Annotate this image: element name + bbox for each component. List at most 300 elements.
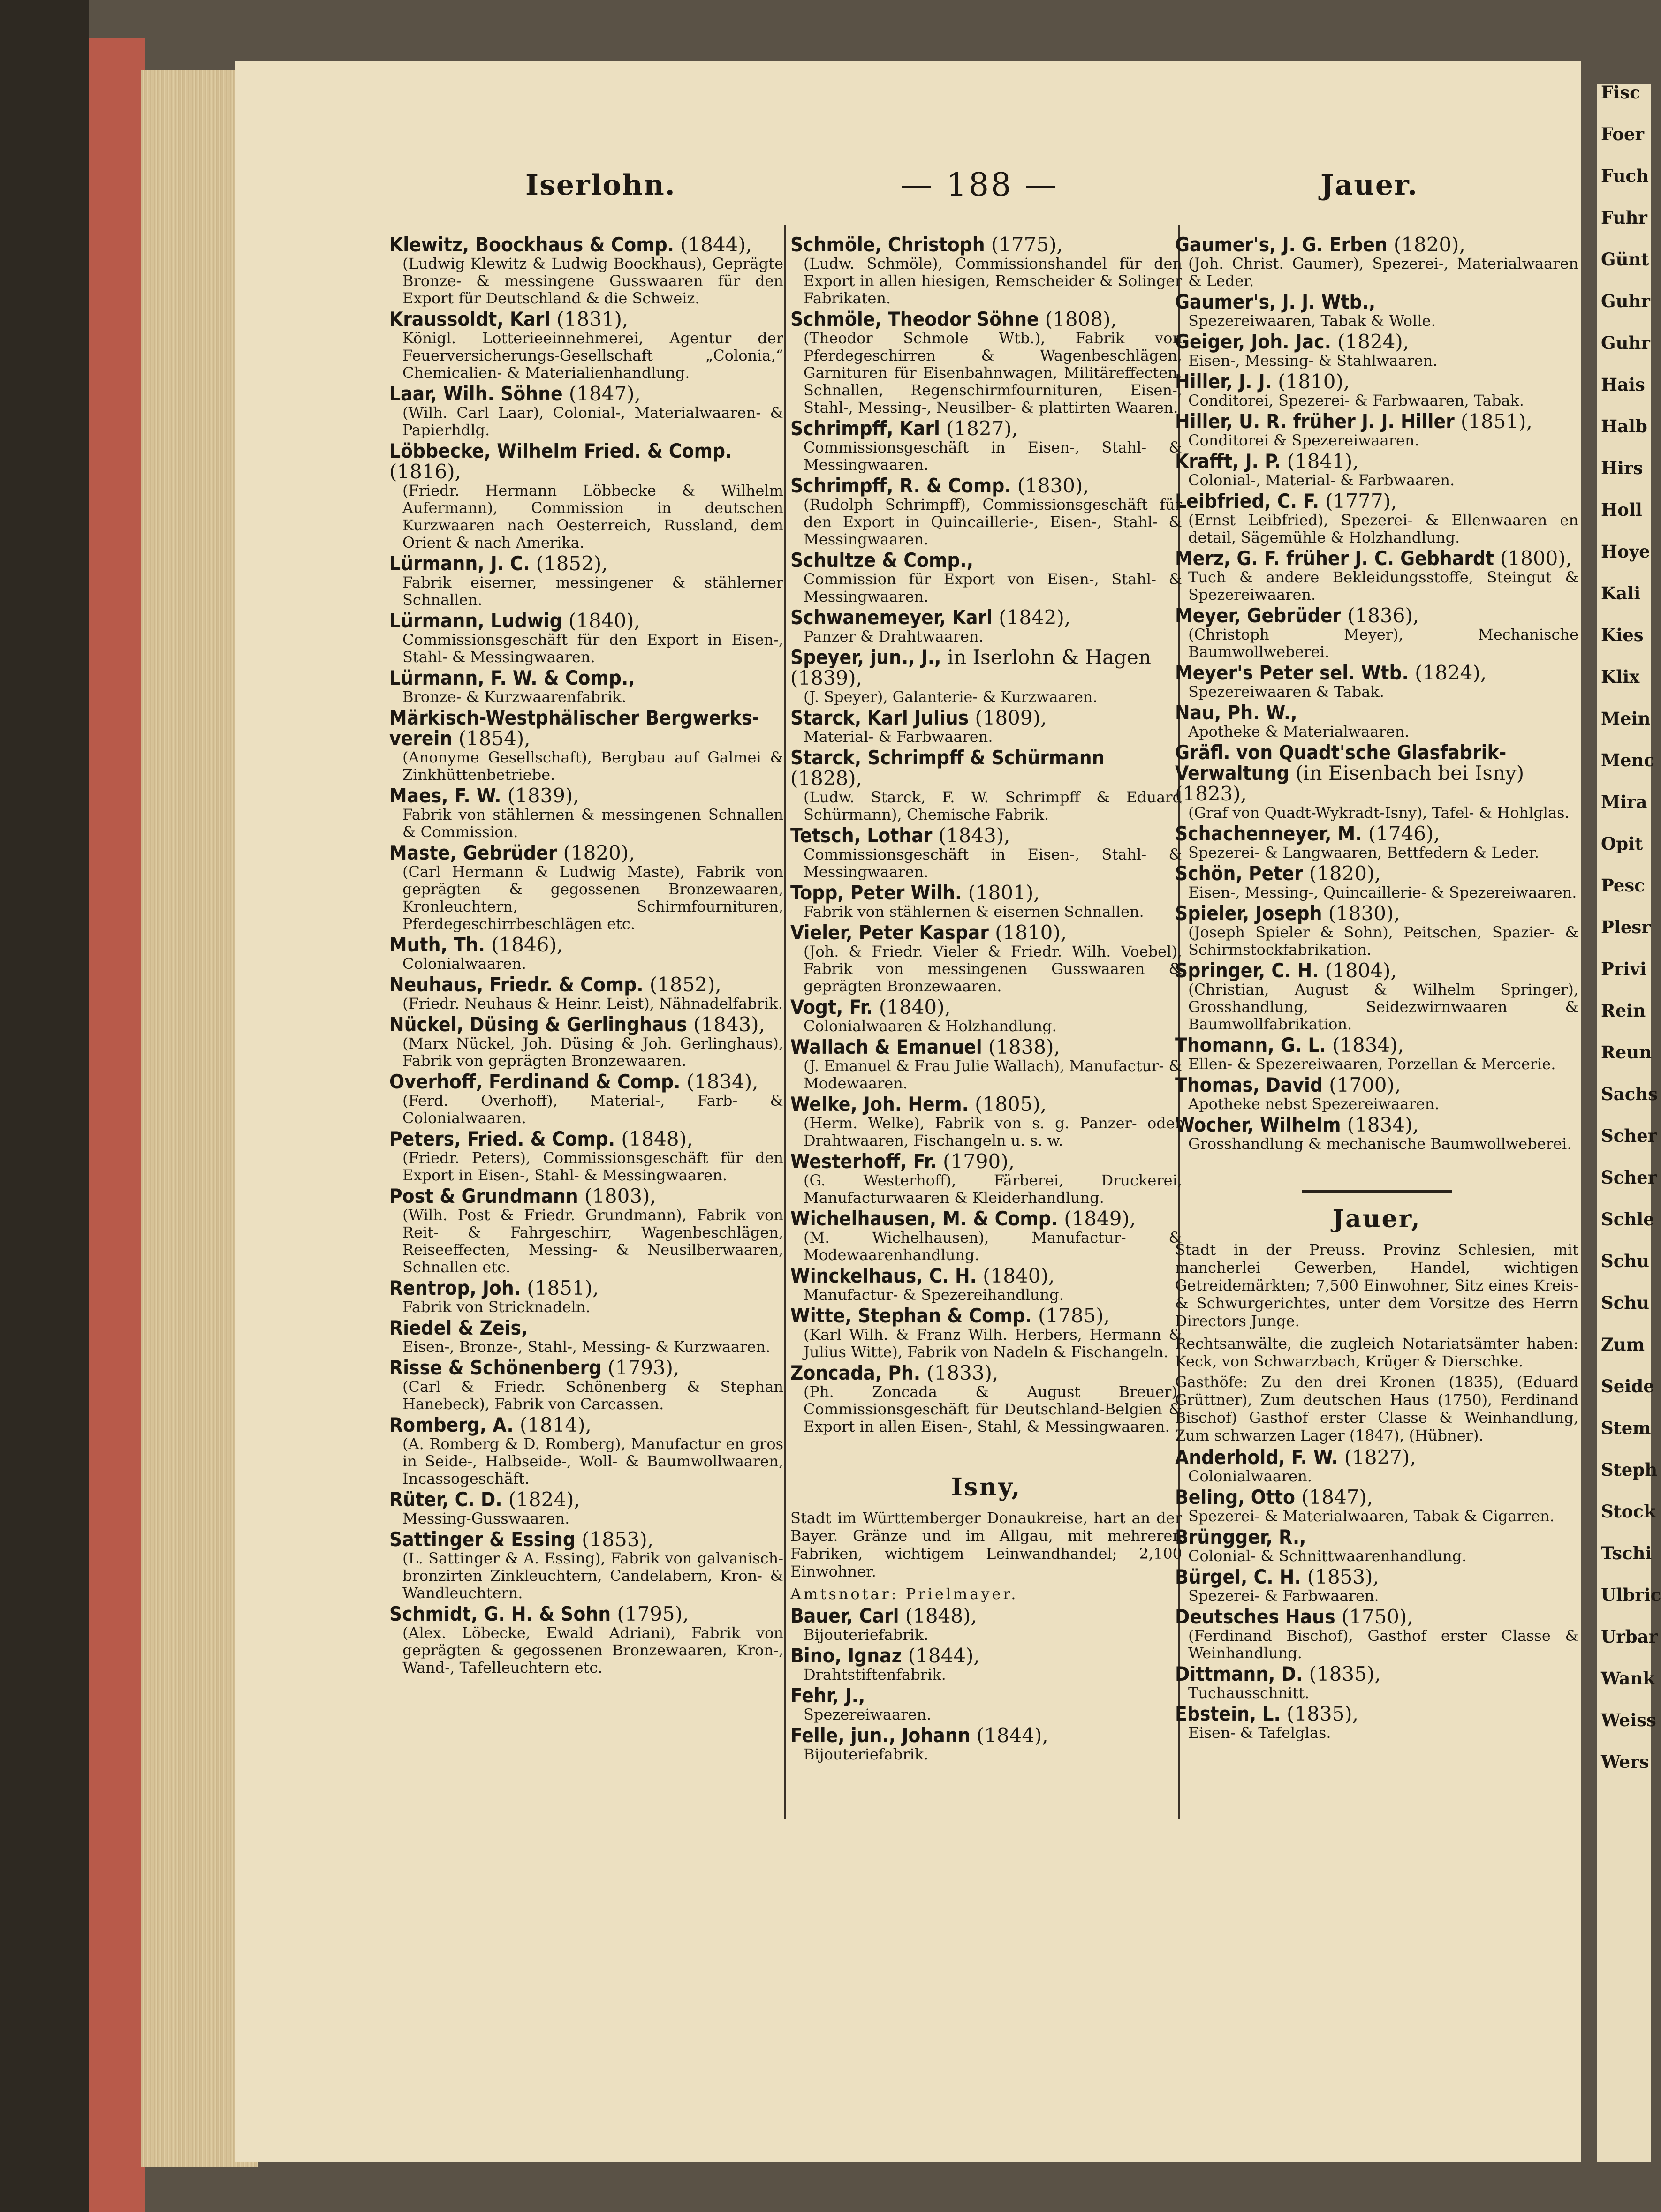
entry-detail: Conditorei, Spezerei- & Farbwaaren, Tabak. (1188, 392, 1524, 409)
entry-name-line (389, 1014, 783, 1035)
entry-detail: Bijouteriefabrik. (804, 1626, 929, 1644)
entry-detail: Spezereiwaaren. (804, 1706, 932, 1723)
entry-name: Laar, Wilh. Söhne (389, 382, 563, 405)
entry-name: Geiger, Joh. Jac. (1175, 330, 1331, 353)
entry-year: (1835), (1287, 1702, 1359, 1725)
directory-entry (1175, 823, 1578, 861)
running-header (0, 166, 1651, 204)
next-page-fragment: Günt (1601, 249, 1649, 270)
entry-detail: (Joseph Spieler & Sohn), Peitschen, Spazier- & Schirmstockfabrikation. (1188, 923, 1578, 959)
entry-name-line (790, 1037, 1182, 1057)
entry-year: (1828), (790, 767, 863, 790)
entry-name-line (790, 1725, 1182, 1746)
entry-name-line (389, 1072, 783, 1092)
entry-name-line (1175, 1704, 1578, 1724)
entry-name: Brüngger, R., (1175, 1525, 1306, 1548)
next-page-fragment: Hais (1601, 374, 1645, 395)
directory-entry (790, 418, 1182, 474)
entry-detail: (Anonyme Gesellschaft), Bergbau auf Galmei & Zinkhüttenbetriebe. (402, 748, 783, 784)
entry-detail: Fabrik von stählernen & eisernen Schnallen. (804, 903, 1144, 921)
entry-name: Starck, Schrimpff & Schürmann (790, 746, 1105, 769)
directory-entry (790, 550, 1182, 605)
entry-year: (1824), (1415, 661, 1487, 684)
entry-year: in Iserlohn & Hagen (1839), (790, 646, 1151, 689)
entry-name-line (790, 708, 1182, 728)
section-divider (1302, 1190, 1452, 1193)
entry-name: Maes, F. W. (389, 784, 501, 807)
entry-name-line (1175, 451, 1578, 472)
entry-name: Gaumer's, J. J. Wtb., (1175, 290, 1376, 313)
entry-name-line (389, 668, 783, 688)
entry-name-line (790, 1306, 1182, 1326)
entry-name-line (1175, 1075, 1578, 1095)
entry-detail: (A. Romberg & D. Romberg), Manufactur en gros in Seide-, Halbseide-, Woll- & Baumwollwaaren, Incassogeschäft. (402, 1435, 783, 1487)
entry-detail: Bijouteriefabrik. (804, 1745, 929, 1763)
entry-detail: Panzer & Drahtwaaren. (804, 627, 984, 645)
directory-entry (790, 234, 1182, 307)
entry-detail: Ellen- & Spezereiwaaren, Porzellan & Mercerie. (1188, 1055, 1556, 1073)
entry-name: Merz, G. F. früher J. C. Gebhardt (1175, 547, 1494, 570)
entry-detail: Commissionsgeschäft für den Export in Eisen-, Stahl- & Messingwaaren. (402, 631, 783, 666)
next-page-fragment: Hoye (1601, 541, 1650, 562)
entry-year: (1840), (879, 996, 951, 1019)
entry-detail: (Rudolph Schrimpff), Commissionsgeschäft für den Export in Quincaillerie-, Eisen-, Stahl- & Messingwaaren. (804, 496, 1182, 548)
entry-name: Rüter, C. D. (389, 1488, 502, 1511)
directory-entry (790, 1094, 1182, 1149)
entry-detail: Eisen-, Messing-, Quincaillerie- & Spezereiwaaren. (1188, 883, 1577, 901)
entry-detail: Fabrik von stählernen & messingenen Schnallen & Commission. (402, 806, 783, 841)
entry-name: Winckelhaus, C. H. (790, 1264, 977, 1287)
entry-name: Schmöle, Theodor Söhne (790, 308, 1039, 331)
entry-year: (1836), (1347, 604, 1419, 627)
entry-name-line (1175, 1447, 1578, 1468)
entry-name: Schmöle, Christoph (790, 233, 985, 256)
entry-detail: (Joh. Christ. Gaumer), Spezerei-, Materialwaaren & Leder. (1188, 255, 1578, 290)
next-page-fragment: Holl (1601, 499, 1642, 520)
directory-entry (1175, 960, 1578, 1033)
entry-detail: Eisen-, Bronze-, Stahl-, Messing- & Kurzwaaren. (402, 1338, 771, 1356)
entry-name-line (1175, 411, 1578, 432)
entry-name-line (790, 234, 1182, 255)
entry-name-line (389, 1529, 783, 1550)
directory-entry (389, 1014, 783, 1070)
entry-name: Wallach & Emanuel (790, 1035, 982, 1058)
entry-name: Nückel, Düsing & Gerlinghaus (389, 1013, 687, 1036)
entry-year: (1852), (649, 973, 721, 996)
directory-entry (1175, 605, 1578, 661)
next-page-fragment: Fisc (1601, 82, 1640, 103)
section-title: Jauer, (1332, 1205, 1421, 1233)
directory-entry (389, 1318, 783, 1356)
directory-entry (790, 1646, 1182, 1684)
entry-detail: Apotheke nebst Spezereiwaaren. (1188, 1095, 1440, 1113)
directory-entry (1175, 1487, 1578, 1525)
entry-detail: (Karl Wilh. & Franz Wilh. Herbers, Hermann & Julius Witte), Fabrik von Nadeln & Fischangeln. (804, 1326, 1182, 1361)
entry-name-line (389, 708, 783, 749)
entry-name: Riedel & Zeis, (389, 1316, 528, 1339)
entry-name: Krafft, J. P. (1175, 450, 1281, 473)
next-page-fragment: Guhr (1601, 291, 1650, 311)
entry-year: (1700), (1329, 1073, 1401, 1096)
entry-detail: Colonial-, Material- & Farbwaaren. (1188, 471, 1455, 489)
entry-year: (1840), (568, 609, 640, 632)
entry-year: (1854), (458, 727, 531, 750)
entry-name: Gräfl. von Quadt'sche Glasfabrik-Verwaltung (1175, 741, 1507, 785)
directory-entry (389, 441, 783, 551)
entry-name: Schmidt, G. H. & Sohn (389, 1602, 611, 1625)
next-page-fragment: Stem (1601, 1418, 1651, 1438)
directory-entry (389, 668, 783, 706)
directory-entry (790, 1266, 1182, 1304)
entry-name-line (1175, 371, 1578, 392)
entry-detail: Fabrik von Stricknadeln. (402, 1298, 591, 1316)
directory-entry (1175, 702, 1578, 740)
entry-year: (1805), (975, 1093, 1047, 1116)
directory-entry (790, 883, 1182, 921)
section-note: Amtsnotar: Prielmayer. (790, 1585, 1018, 1603)
entry-year: (1746), (1368, 822, 1440, 845)
column-1 (389, 234, 783, 2063)
entry-name: Maste, Gebrüder (389, 841, 557, 864)
entry-year: (1750), (1341, 1605, 1413, 1628)
entry-year: (1839), (507, 784, 579, 807)
entry-detail: (M. Wichelhausen), Manufactur- & Modewaarenhandlung. (804, 1229, 1182, 1264)
entry-name: Springer, C. H. (1175, 959, 1319, 982)
entry-year: (1785), (1038, 1304, 1110, 1327)
directory-entry (790, 1037, 1182, 1092)
entry-detail: (Christian, August & Wilhelm Springer), Grosshandlung, Seidezwirnwaaren & Baumwollfabrikation. (1188, 981, 1578, 1033)
entry-detail: (Ludw. Starck, F. W. Schrimpff & Eduard Schürmann), Chemische Fabrik. (804, 788, 1182, 823)
entry-name: Overhoff, Ferdinand & Comp. (389, 1070, 681, 1093)
entry-name-line (1175, 1567, 1578, 1587)
next-page-fragment: Klix (1601, 666, 1640, 687)
entry-year: (1810), (1278, 370, 1350, 393)
directory-entry (389, 384, 783, 439)
entry-detail: Spezerei- & Materialwaaren, Tabak & Cigarren. (1188, 1507, 1555, 1525)
entry-name-line (1175, 903, 1578, 924)
directory-entry (1175, 491, 1578, 546)
entry-name-line (1175, 234, 1578, 255)
next-page-fragment: Urbar (1601, 1626, 1658, 1647)
entry-name-line (790, 476, 1182, 496)
section-note: Gasthöfe: Zu den drei Kronen (1835), (Eduard Grüttner), Zum deutschen Haus (1750), Ferdinand Bischof) Gasthof erster Classe & Weinhandlung, Zum schwarzen Lager (1847), (Hübner). (1175, 1373, 1578, 1444)
entry-name: Peters, Fried. & Comp. (389, 1127, 615, 1150)
directory-entry (389, 974, 783, 1012)
entry-name-line (389, 441, 783, 482)
entry-name: Kraussoldt, Karl (389, 308, 551, 331)
entry-detail: Colonialwaaren. (402, 955, 526, 973)
directory-entry (389, 1278, 783, 1316)
directory-entry (1175, 548, 1578, 604)
entry-name-line (1175, 491, 1578, 512)
entry-name: Anderhold, F. W. (1175, 1446, 1338, 1469)
entry-year: (1844), (976, 1724, 1048, 1747)
entry-name: Bauer, Carl (790, 1604, 899, 1627)
entry-detail: (Wilh. Post & Friedr. Grundmann), Fabrik von Reit- & Fahrgeschirr, Wagenbeschlägen, Reiseeffecten, Messing- & Neusilberwaaren, Schnallen etc. (402, 1206, 783, 1276)
entry-name: Schultze & Comp., (790, 549, 974, 572)
entry-name-line (389, 935, 783, 955)
entry-detail: Colonialwaaren & Holzhandlung. (804, 1017, 1057, 1035)
next-page-fragment: Kali (1601, 583, 1641, 604)
entry-year: (1846), (491, 933, 563, 956)
directory-entry (790, 1363, 1182, 1435)
next-page-fragment: Tschi (1601, 1543, 1652, 1563)
entry-year: (1801), (968, 881, 1040, 904)
next-page-fragment: Wank (1601, 1668, 1655, 1689)
entry-detail: (Ludw. Schmöle), Commissionshandel für den Export in allen hiesigen, Remscheider & Solinger Fabrikaten. (804, 255, 1182, 307)
entry-name-line (790, 922, 1182, 943)
entry-year: (1814), (519, 1413, 592, 1436)
directory-entry (389, 1358, 783, 1413)
entry-year: (1834), (686, 1070, 758, 1093)
next-page-fragment: Kies (1601, 625, 1644, 645)
directory-entry (1175, 371, 1578, 409)
entry-year: (1843), (693, 1013, 766, 1036)
directory-entry (1175, 1567, 1578, 1605)
entry-year: (1800), (1500, 547, 1572, 570)
entry-detail: (Ludwig Klewitz & Ludwig Boockhaus), Geprägte Bronze- & messingene Gusswaaren für den Export für Deutschland & die Schweiz. (402, 255, 783, 307)
entry-detail: Tuchausschnitt. (1188, 1684, 1310, 1702)
entry-name-line (790, 747, 1182, 789)
entry-detail: (Wilh. Carl Laar), Colonial-, Materialwaaren- & Papierhdlg. (402, 404, 783, 439)
entry-name-line (389, 611, 783, 631)
entry-detail: Conditorei & Spezereiwaaren. (1188, 431, 1419, 449)
entry-detail: Spezerei- & Farbwaaren. (1188, 1587, 1379, 1605)
next-page-fragment: Schu (1601, 1292, 1650, 1313)
next-page-fragment: Guhr (1601, 332, 1650, 353)
entry-detail: (Ferdinand Bischof), Gasthof erster Classe & Weinhandlung. (1188, 1627, 1578, 1662)
next-page-fragment: Scher (1601, 1125, 1657, 1146)
entry-year: (1838), (988, 1035, 1060, 1058)
entry-name: Schrimpff, R. & Comp. (790, 474, 1011, 497)
entry-name: Bürgel, C. H. (1175, 1565, 1301, 1588)
entry-name: Deutsches Haus (1175, 1605, 1335, 1628)
entry-name-line (790, 1685, 1182, 1706)
entry-year: (1803), (584, 1185, 656, 1208)
entry-name-line (1175, 605, 1578, 626)
entry-name-line (790, 1266, 1182, 1286)
entry-detail: Colonialwaaren. (1188, 1467, 1312, 1485)
directory-entry (790, 1306, 1182, 1361)
entry-name-line (389, 309, 783, 330)
directory-entry (1175, 903, 1578, 959)
entry-name-line (790, 1606, 1182, 1626)
column-3 (1175, 234, 1578, 2063)
entry-name-line (389, 1129, 783, 1149)
entry-year: (1835), (1309, 1662, 1381, 1685)
entry-name: Schrimpff, Karl (790, 417, 940, 440)
page-number: — 188 — (901, 166, 1059, 204)
entry-detail: Grosshandlung & mechanische Baumwollweberei. (1188, 1135, 1572, 1153)
next-page-fragment: Zum (1601, 1334, 1645, 1355)
directory-entry (389, 1415, 783, 1487)
entry-year: (1816), (389, 460, 462, 483)
entry-detail: Eisen-, Messing- & Stahlwaaren. (1188, 352, 1438, 370)
entry-detail: (Alex. Löbecke, Ewald Adriani), Fabrik von geprägten & gegossenen Bronzewaaren, Kron-, Wand-, Tafelleuchtern etc. (402, 1624, 783, 1676)
section-note: Rechtsanwälte, die zugleich Notariatsämter haben: Keck, von Schwarzbach, Krüger & Dierschke. (1175, 1335, 1578, 1370)
entry-year: (1777), (1325, 490, 1397, 513)
directory-entry (790, 476, 1182, 548)
entry-detail: Colonial- & Schnittwaarenhandlung. (1188, 1547, 1467, 1565)
entry-name-line (389, 1358, 783, 1378)
entry-name-line (389, 843, 783, 863)
entry-year: (1808), (1045, 308, 1117, 331)
entry-name-line (790, 1208, 1182, 1229)
entry-name: Risse & Schönenberg (389, 1356, 602, 1379)
entry-year: (1841), (1287, 450, 1359, 473)
entry-year: (1853), (1307, 1565, 1379, 1588)
next-page-fragment: Opit (1601, 833, 1643, 854)
entry-name: Beling, Otto (1175, 1486, 1295, 1509)
entry-name: Dittmann, D. (1175, 1662, 1303, 1685)
entry-year: (1834), (1347, 1113, 1419, 1136)
entry-name-line (389, 1604, 783, 1624)
entry-year: (1820), (1393, 233, 1465, 256)
entry-name-line (790, 607, 1182, 628)
entry-year: (1849), (1064, 1207, 1136, 1230)
header-right: Jauer. (1320, 169, 1418, 202)
entry-detail: Material- & Farbwaaren. (804, 728, 993, 746)
entry-name: Hiller, J. J. (1175, 370, 1272, 393)
entry-name: Meyer, Gebrüder (1175, 604, 1342, 627)
next-page-fragment: Hirs (1601, 458, 1643, 478)
directory-entry (389, 234, 783, 307)
entry-detail: Königl. Lotterieeinnehmerei, Agentur der Feuerversicherungs-Gesellschaft „Colonia,“ Chemicalien- & Materialienhandlung. (402, 329, 783, 382)
entry-detail: Commissionsgeschäft in Eisen-, Stahl- & Messingwaaren. (804, 846, 1182, 881)
next-page-fragment: Mein (1601, 708, 1651, 729)
entry-year: (1847), (1301, 1486, 1373, 1509)
entry-name: Schön, Peter (1175, 862, 1303, 885)
next-page-fragment: Sachs (1601, 1084, 1658, 1104)
directory-entry (1175, 1447, 1578, 1485)
entry-name-line (389, 1489, 783, 1510)
entry-detail: Spezereiwaaren, Tabak & Wolle. (1188, 312, 1436, 330)
entry-year: (1848), (905, 1604, 977, 1627)
entry-name-line (1175, 1607, 1578, 1627)
entry-name: Zoncada, Ph. (790, 1361, 921, 1384)
entry-name-line (1175, 1115, 1578, 1135)
entry-year: (1853), (582, 1528, 654, 1551)
entry-name-line (1175, 742, 1578, 804)
entry-name-line (1175, 960, 1578, 981)
next-page-fragment: Weiss (1601, 1710, 1656, 1730)
directory-entry (790, 1725, 1182, 1763)
directory-entry (1175, 1115, 1578, 1153)
entry-name-line (1175, 1664, 1578, 1684)
directory-entry (389, 1489, 783, 1527)
entry-year: (1810), (995, 921, 1067, 944)
entry-name: Fehr, J., (790, 1684, 865, 1707)
directory-entry (389, 1072, 783, 1127)
header-left: Iserlohn. (525, 169, 676, 202)
directory-entry (1175, 663, 1578, 701)
entry-name-line (790, 309, 1182, 330)
directory-entry (790, 825, 1182, 881)
entry-name: Wocher, Wilhelm (1175, 1113, 1341, 1136)
entry-name: Märkisch-Westphälischer Bergwerks-verein (389, 706, 759, 750)
entry-name: Thomann, G. L. (1175, 1034, 1326, 1057)
entry-detail: (Carl Hermann & Ludwig Maste), Fabrik von geprägten & gegossenen Bronzewaaren, Kronleuchtern, Schirmfournituren, Pferdegeschirrbeschlägen etc. (402, 863, 783, 933)
entry-name: Wichelhausen, M. & Comp. (790, 1207, 1058, 1230)
entry-name-line (790, 997, 1182, 1018)
entry-name-line (790, 1363, 1182, 1383)
directory-entry (389, 611, 783, 666)
next-page-fragment: Pesc (1601, 875, 1645, 896)
entry-detail: Manufactur- & Spezereihandlung. (804, 1286, 1064, 1304)
directory-entry (790, 1208, 1182, 1264)
entry-name: Witte, Stephan & Comp. (790, 1304, 1032, 1327)
entry-name: Ebstein, L. (1175, 1702, 1281, 1725)
entry-name-line (1175, 1487, 1578, 1508)
entry-name-line (790, 647, 1182, 688)
entry-detail: Spezereiwaaren & Tabak. (1188, 683, 1384, 701)
directory-entry (790, 1685, 1182, 1723)
directory-entry (790, 747, 1182, 823)
entry-name: Thomas, David (1175, 1073, 1323, 1096)
entry-name: Meyer's Peter sel. Wtb. (1175, 661, 1409, 684)
entry-detail: (Christoph Meyer), Mechanische Baumwollweberei. (1188, 626, 1578, 661)
next-page-fragment: Schu (1601, 1251, 1650, 1271)
entry-name: Muth, Th. (389, 933, 485, 956)
entry-year: (1848), (621, 1127, 693, 1150)
directory-entry (1175, 1704, 1578, 1742)
entry-name-line (790, 1646, 1182, 1666)
entry-year: (1827), (1344, 1446, 1416, 1469)
binding-cloth (89, 38, 145, 2212)
entry-detail: (Herm. Welke), Fabrik von s. g. Panzer- oder Drahtwaaren, Fischangeln u. s. w. (804, 1114, 1182, 1149)
entry-year: (1824), (1337, 330, 1410, 353)
entry-name: Lürmann, F. W. & Comp., (389, 666, 635, 689)
entry-detail: (L. Sattinger & A. Essing), Fabrik von galvanisch-bronzirten Zinkleuchtern, Candelabern, Kron- & Wandleuchtern. (402, 1549, 783, 1602)
directory-entry (389, 553, 783, 609)
directory-entry (1175, 1607, 1578, 1662)
entry-detail: Commission für Export von Eisen-, Stahl- & Messingwaaren. (804, 570, 1182, 605)
entry-name-line (389, 974, 783, 995)
entry-detail: (Joh. & Friedr. Vieler & Friedr. Wilh. Voebel), Fabrik von messingenen Gusswaaren & geprägten Bronzewaaren. (804, 943, 1182, 995)
entry-name: Leibfried, C. F. (1175, 490, 1320, 513)
entry-name-line (1175, 548, 1578, 569)
entry-year: (1844), (680, 233, 752, 256)
entry-detail: Spezerei- & Langwaaren, Bettfedern & Leder. (1188, 844, 1540, 861)
next-page-fragment: Mira (1601, 792, 1647, 812)
entry-name-line (790, 883, 1182, 903)
entry-year: (1852), (536, 552, 608, 575)
directory-entry (1175, 451, 1578, 489)
directory-entry (1175, 1075, 1578, 1113)
entry-name-line (1175, 663, 1578, 683)
entry-name: Westerhoff, Fr. (790, 1150, 937, 1173)
entry-name-line (1175, 823, 1578, 844)
entry-name: Neuhaus, Friedr. & Comp. (389, 973, 644, 996)
book-binding (0, 0, 89, 2212)
entry-detail: Bronze- & Kurzwaarenfabrik. (402, 688, 626, 706)
entry-name-line (790, 825, 1182, 846)
entry-name-line (790, 418, 1182, 439)
entry-name-line (1175, 702, 1578, 723)
entry-detail: Eisen- & Tafelglas. (1188, 1724, 1331, 1742)
entry-name-line (389, 785, 783, 806)
entry-detail: (Theodor Schmole Wtb.), Fabrik von Pferdegeschirren & Wagenbeschlägen, Garnituren für Eisenbahnwagen, Militäreffecten, Schnallen, Regenschirmfournituren, Eisen-, Stahl-, Messing-, Neusilber- & plattirten Waaren. (804, 329, 1182, 416)
entry-name-line (790, 1151, 1182, 1172)
entry-detail: (Ferd. Overhoff), Material-, Farb- & Colonialwaaren. (402, 1092, 783, 1127)
entry-name-line (790, 550, 1182, 571)
entry-year: (1795), (617, 1602, 689, 1625)
entry-year: (1840), (983, 1264, 1055, 1287)
entry-year: (1824), (508, 1488, 580, 1511)
next-page-fragment: Halb (1601, 416, 1647, 437)
directory-entry (790, 607, 1182, 645)
directory-entry (790, 922, 1182, 995)
